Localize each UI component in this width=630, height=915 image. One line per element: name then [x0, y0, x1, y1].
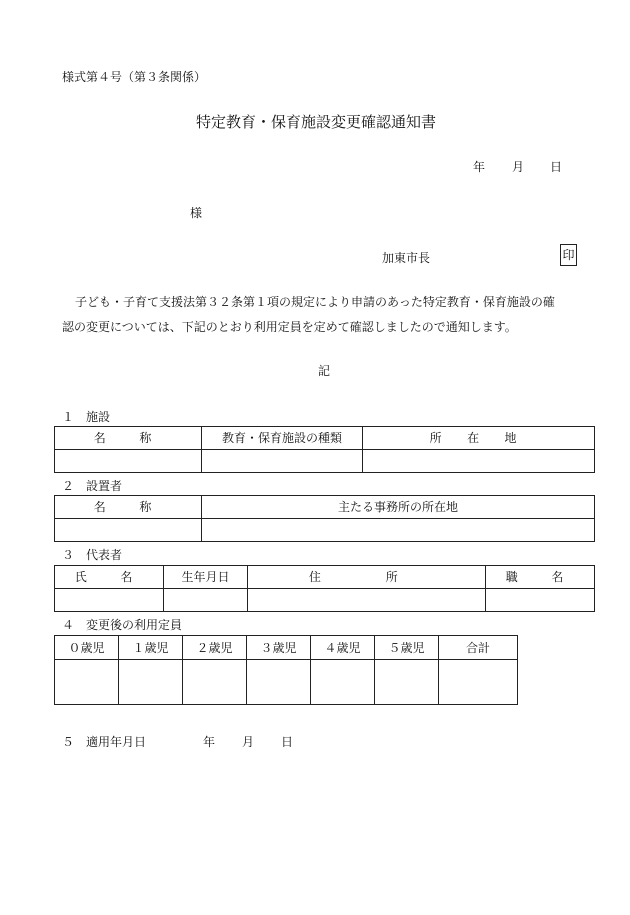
capacity-table: [54, 635, 518, 705]
capacity-col-total: 合計: [439, 636, 518, 660]
effective-date-month-label: 月: [242, 735, 255, 749]
representative-title-cell[interactable]: [486, 589, 595, 612]
facility-col-location: 所 在 地: [363, 427, 595, 450]
establisher-col-office-address: 主たる事務所の所在地: [202, 496, 595, 519]
seal-mark: 印: [560, 244, 577, 266]
establisher-col-name: 名 称: [55, 496, 202, 519]
capacity-col-age-5: ５歳児: [375, 636, 439, 660]
capacity-col-age-1: １歳児: [119, 636, 183, 660]
establisher-office-address-cell[interactable]: [202, 519, 595, 542]
facility-location-cell[interactable]: [363, 450, 595, 473]
representative-col-title: 職 名: [486, 566, 595, 589]
representative-col-name: 氏 名: [55, 566, 164, 589]
facility-col-type: 教育・保育施設の種類: [202, 427, 363, 450]
capacity-age-3-cell[interactable]: [247, 660, 311, 705]
capacity-age-5-cell[interactable]: [375, 660, 439, 705]
date-day-label: 日: [550, 160, 563, 174]
representative-col-birthdate: 生年月日: [164, 566, 248, 589]
section-heading-establisher: ２ 設置者: [62, 479, 123, 493]
representative-address-cell[interactable]: [248, 589, 486, 612]
capacity-col-age-2: ２歳児: [183, 636, 247, 660]
facility-type-cell[interactable]: [202, 450, 363, 473]
addressee-suffix: 様: [190, 206, 203, 220]
section-heading-capacity: ４ 変更後の利用定員: [62, 618, 183, 632]
date-month-label: 月: [512, 160, 525, 174]
facility-name-cell[interactable]: [55, 450, 202, 473]
establisher-table: [54, 495, 595, 542]
capacity-col-age-0: ０歳児: [55, 636, 119, 660]
representative-table: [54, 565, 595, 612]
section-heading-representative: ３ 代表者: [62, 548, 123, 562]
body-text-line-2: 認の変更については、下記のとおり利用定員を定めて確認しましたので通知します。: [62, 320, 517, 334]
facility-col-name: 名 称: [55, 427, 202, 450]
section-heading-facility: １ 施設: [62, 410, 111, 424]
facility-table: [54, 426, 595, 473]
capacity-col-age-4: ４歳児: [311, 636, 375, 660]
capacity-total-cell[interactable]: [439, 660, 518, 705]
capacity-col-age-3: ３歳児: [247, 636, 311, 660]
form-number: 様式第４号（第３条関係）: [62, 70, 207, 84]
capacity-age-0-cell[interactable]: [55, 660, 119, 705]
issuer-name: 加東市長: [382, 251, 431, 265]
ki-heading: 記: [318, 364, 331, 378]
capacity-age-4-cell[interactable]: [311, 660, 375, 705]
document-title: 特定教育・保育施設変更確認通知書: [196, 113, 437, 131]
effective-date-year-label: 年: [203, 735, 216, 749]
representative-birthdate-cell[interactable]: [164, 589, 248, 612]
capacity-age-1-cell[interactable]: [119, 660, 183, 705]
establisher-name-cell[interactable]: [55, 519, 202, 542]
representative-name-cell[interactable]: [55, 589, 164, 612]
effective-date-day-label: 日: [281, 735, 294, 749]
body-text-line-1: 子ども・子育て支援法第３２条第１項の規定により申請のあった特定教育・保育施設の確: [75, 295, 555, 309]
capacity-age-2-cell[interactable]: [183, 660, 247, 705]
section-heading-effective-date: ５ 適用年月日: [62, 735, 147, 749]
date-year-label: 年: [473, 160, 486, 174]
representative-col-address: 住 所: [248, 566, 486, 589]
